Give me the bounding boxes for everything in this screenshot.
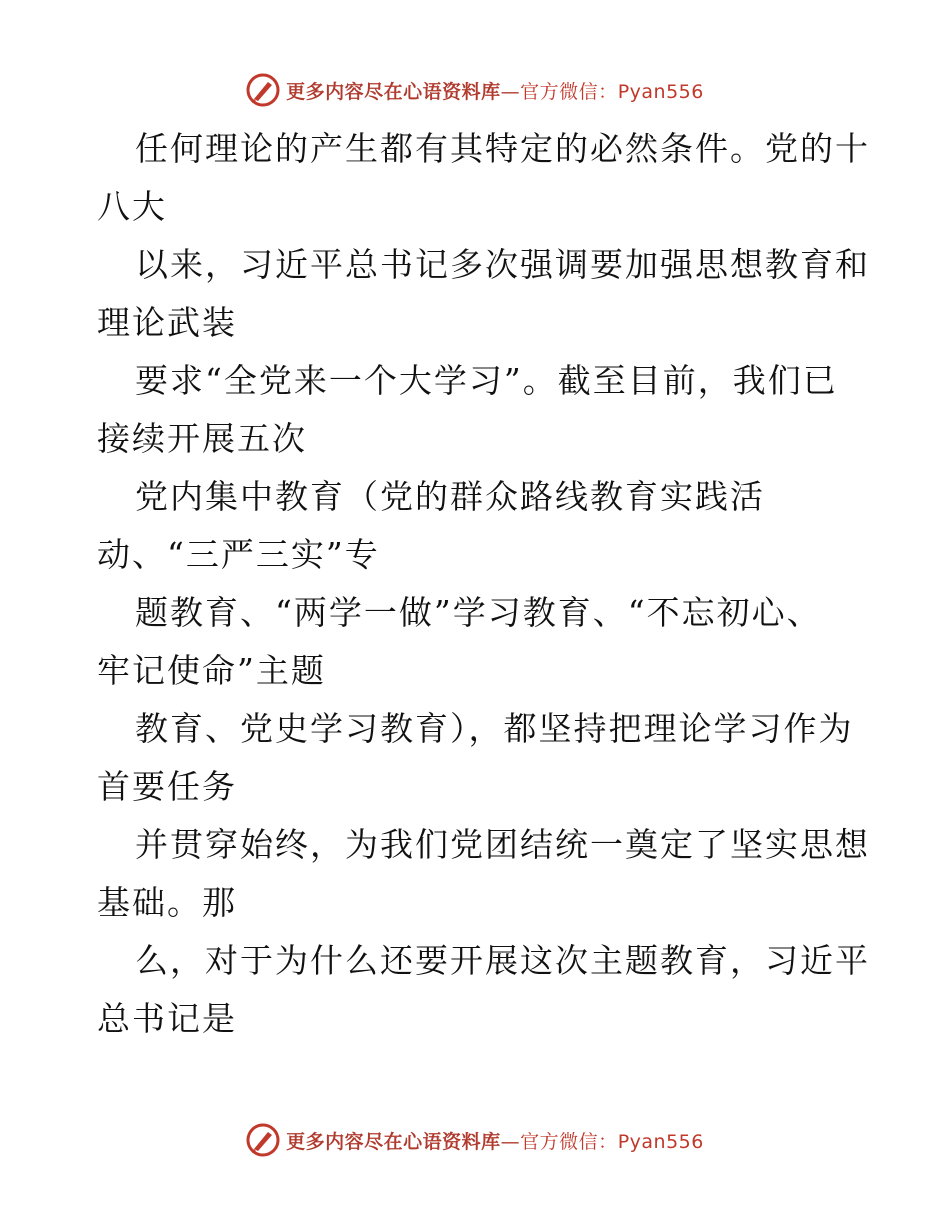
banner-wechat-id: Pyan556: [617, 80, 704, 103]
body-line: 理论武装: [97, 303, 237, 342]
body-line: 首要任务: [97, 767, 237, 806]
banner-text: [286, 1127, 704, 1154]
footer-banner: [0, 1120, 950, 1160]
banner-text: [286, 77, 704, 104]
body-line: 么，对于为什么还要开展这次主题教育，习近平: [135, 941, 870, 980]
quill-pen-logo-icon: [246, 1123, 280, 1157]
banner-separator: —: [500, 1130, 521, 1153]
banner-brand-text: 更多内容尽在心语资料库: [286, 80, 501, 103]
body-line: 以来，习近平总书记多次强调要加强思想教育和: [135, 245, 870, 284]
body-line: 任何理论的产生都有其特定的必然条件。党的十: [135, 129, 870, 168]
body-line: 要求“全党来一个大学习”。截至目前，我们已: [135, 361, 838, 400]
banner-wechat-id: Pyan556: [617, 1130, 704, 1153]
body-line: 接续开展五次: [97, 419, 307, 458]
banner-wechat-label: 官方微信：: [520, 80, 618, 103]
banner-wechat-label: 官方微信：: [520, 1130, 618, 1153]
body-line: 并贯穿始终，为我们党团结统一奠定了坚实思想: [135, 825, 870, 864]
body-line: 总书记是: [97, 999, 237, 1038]
document-body: [97, 120, 870, 1048]
body-line: 教育、党史学习教育），都坚持把理论学习作为: [135, 709, 854, 748]
body-line: 党内集中教育（党的群众路线教育实践活: [135, 477, 765, 516]
header-banner: [0, 70, 950, 110]
body-line: 题教育、“两学一做”学习教育、“不忘初心、: [135, 593, 822, 632]
body-line: 牢记使命”主题: [97, 651, 326, 690]
quill-pen-logo-icon: [246, 73, 280, 107]
body-line: 动、“三严三实”专: [97, 535, 380, 574]
body-line: 基础。那: [97, 883, 237, 922]
banner-separator: —: [500, 80, 521, 103]
body-line: 八大: [97, 187, 167, 226]
banner-brand-text: 更多内容尽在心语资料库: [286, 1130, 501, 1153]
